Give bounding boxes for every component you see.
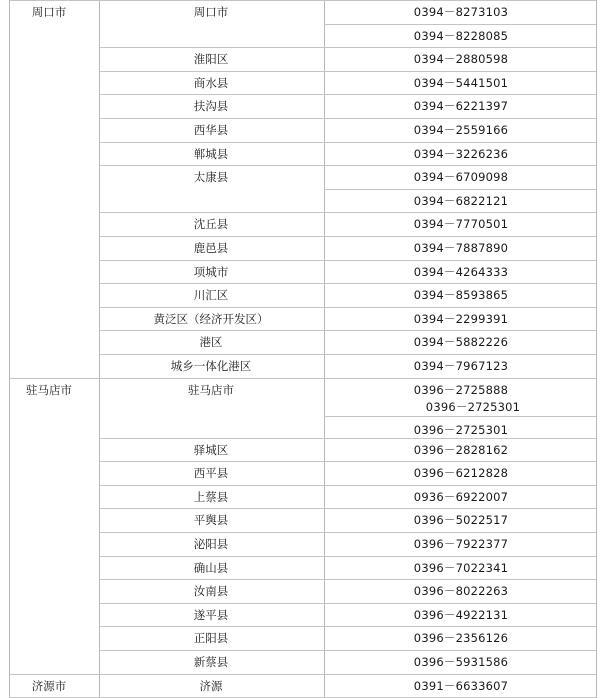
district-name: 新蔡县 bbox=[193, 655, 229, 669]
row-border bbox=[99, 579, 596, 580]
row-border bbox=[99, 71, 596, 72]
district-name: 太康县 bbox=[193, 170, 229, 185]
phone-number: 0396－4922131 bbox=[413, 607, 509, 622]
row-border bbox=[99, 354, 596, 355]
row-border dark bbox=[99, 438, 324, 439]
district-name: 汝南县 bbox=[193, 584, 229, 599]
phone-number: 0394－2299391 bbox=[413, 311, 509, 326]
phone-number: 0394－2880598 bbox=[413, 52, 509, 67]
district-name: 川汇区 bbox=[193, 288, 229, 303]
row-border bbox=[99, 461, 596, 462]
row-border bbox=[99, 142, 596, 143]
phone-number: 0396－2725301 bbox=[425, 399, 521, 414]
district-name: 遂平县 bbox=[193, 607, 229, 622]
row-border bbox=[99, 94, 596, 95]
phone-number: 0394－6822121 bbox=[413, 193, 509, 208]
district-name: 城乡一体化港区 bbox=[170, 359, 252, 373]
phone-number: 0394－6221397 bbox=[413, 99, 509, 114]
phone-number: 0394－8228085 bbox=[413, 28, 509, 43]
district-name: 鹿邑县 bbox=[193, 241, 229, 255]
district-name: 沈丘县 bbox=[193, 217, 229, 232]
district-name: 西平县 bbox=[193, 466, 229, 481]
phone-number: 0394－7770501 bbox=[413, 217, 509, 232]
city-name: 驻马店市 bbox=[26, 382, 72, 397]
row-border bbox=[99, 532, 596, 533]
district-name: 泌阳县 bbox=[193, 537, 229, 551]
phone-number: 0394－5882226 bbox=[413, 335, 509, 350]
row-border bbox=[99, 236, 596, 237]
phone-number: 0391－6633607 bbox=[413, 678, 509, 693]
district-name: 周口市 bbox=[193, 5, 229, 19]
row-border bbox=[324, 189, 596, 190]
column-border bbox=[9, 0, 10, 698]
city-name: 周口市 bbox=[31, 5, 67, 19]
district-name: 正阳县 bbox=[193, 631, 229, 646]
district-name: 济源 bbox=[199, 678, 223, 693]
phone-number: 0394－6709098 bbox=[413, 170, 509, 185]
phone-number: 0396－2725888 bbox=[413, 382, 509, 397]
row-border bbox=[99, 212, 596, 213]
district-name: 西华县 bbox=[193, 123, 229, 137]
district-name: 驿城区 bbox=[193, 442, 229, 457]
row-border bbox=[99, 626, 596, 627]
phone-number: 0394－7887890 bbox=[413, 241, 509, 255]
district-name: 平舆县 bbox=[193, 513, 229, 528]
phone-number: 0936－6922007 bbox=[413, 489, 509, 504]
row-border bbox=[99, 283, 596, 284]
column-border bbox=[99, 0, 100, 698]
phone-number: 0396－7022341 bbox=[413, 560, 509, 575]
phone-number: 0396－8022263 bbox=[413, 584, 509, 599]
row-border bbox=[99, 118, 596, 119]
row-border bbox=[324, 416, 596, 417]
phone-number: 0394－8273103 bbox=[413, 5, 509, 19]
phone-number: 0396－5931586 bbox=[413, 655, 509, 669]
district-name: 商水县 bbox=[193, 75, 229, 90]
phone-number: 0396－6212828 bbox=[413, 466, 509, 481]
phone-number: 0394－5441501 bbox=[413, 75, 509, 90]
phone-number: 0394－3226236 bbox=[413, 146, 509, 161]
phone-number: 0394－4264333 bbox=[413, 264, 509, 279]
district-name: 扶沟县 bbox=[193, 99, 229, 114]
column-border bbox=[596, 0, 597, 698]
row-border bbox=[99, 508, 596, 509]
row-border bbox=[99, 330, 596, 331]
row-border bbox=[99, 603, 596, 604]
phone-number: 0394－7967123 bbox=[413, 359, 509, 373]
row-border bbox=[99, 165, 596, 166]
row-border bbox=[99, 485, 596, 486]
row-border bbox=[99, 556, 596, 557]
district-name: 驻马店市 bbox=[188, 382, 234, 397]
row-border bbox=[9, 0, 596, 1]
district-name: 郸城县 bbox=[193, 146, 229, 161]
district-name: 港区 bbox=[199, 335, 223, 350]
column-border bbox=[324, 0, 325, 698]
row-border bbox=[99, 47, 596, 48]
phone-number: 0396－2356126 bbox=[413, 631, 509, 646]
phone-number: 0396－2828162 bbox=[413, 442, 509, 457]
phone-number: 0396－5022517 bbox=[413, 513, 509, 528]
phone-number: 0394－8593865 bbox=[413, 288, 509, 303]
district-name: 黄泛区（经济开发区） bbox=[153, 311, 269, 326]
phone-number: 0396－7922377 bbox=[413, 537, 509, 551]
phone-number: 0396－2725301 bbox=[413, 422, 509, 437]
row-border bbox=[324, 24, 596, 25]
district-name: 淮阳区 bbox=[193, 52, 229, 67]
row-border bbox=[324, 438, 596, 439]
district-name: 上蔡县 bbox=[193, 489, 229, 504]
row-border dark bbox=[9, 674, 596, 675]
city-name: 济源市 bbox=[31, 678, 67, 693]
phone-number: 0394－2559166 bbox=[413, 123, 509, 137]
row-border bbox=[99, 260, 596, 261]
row-border dark bbox=[9, 378, 596, 379]
row-border bbox=[99, 650, 596, 651]
row-border bbox=[99, 307, 596, 308]
district-name: 项城市 bbox=[193, 264, 229, 279]
district-name: 确山县 bbox=[193, 560, 229, 575]
